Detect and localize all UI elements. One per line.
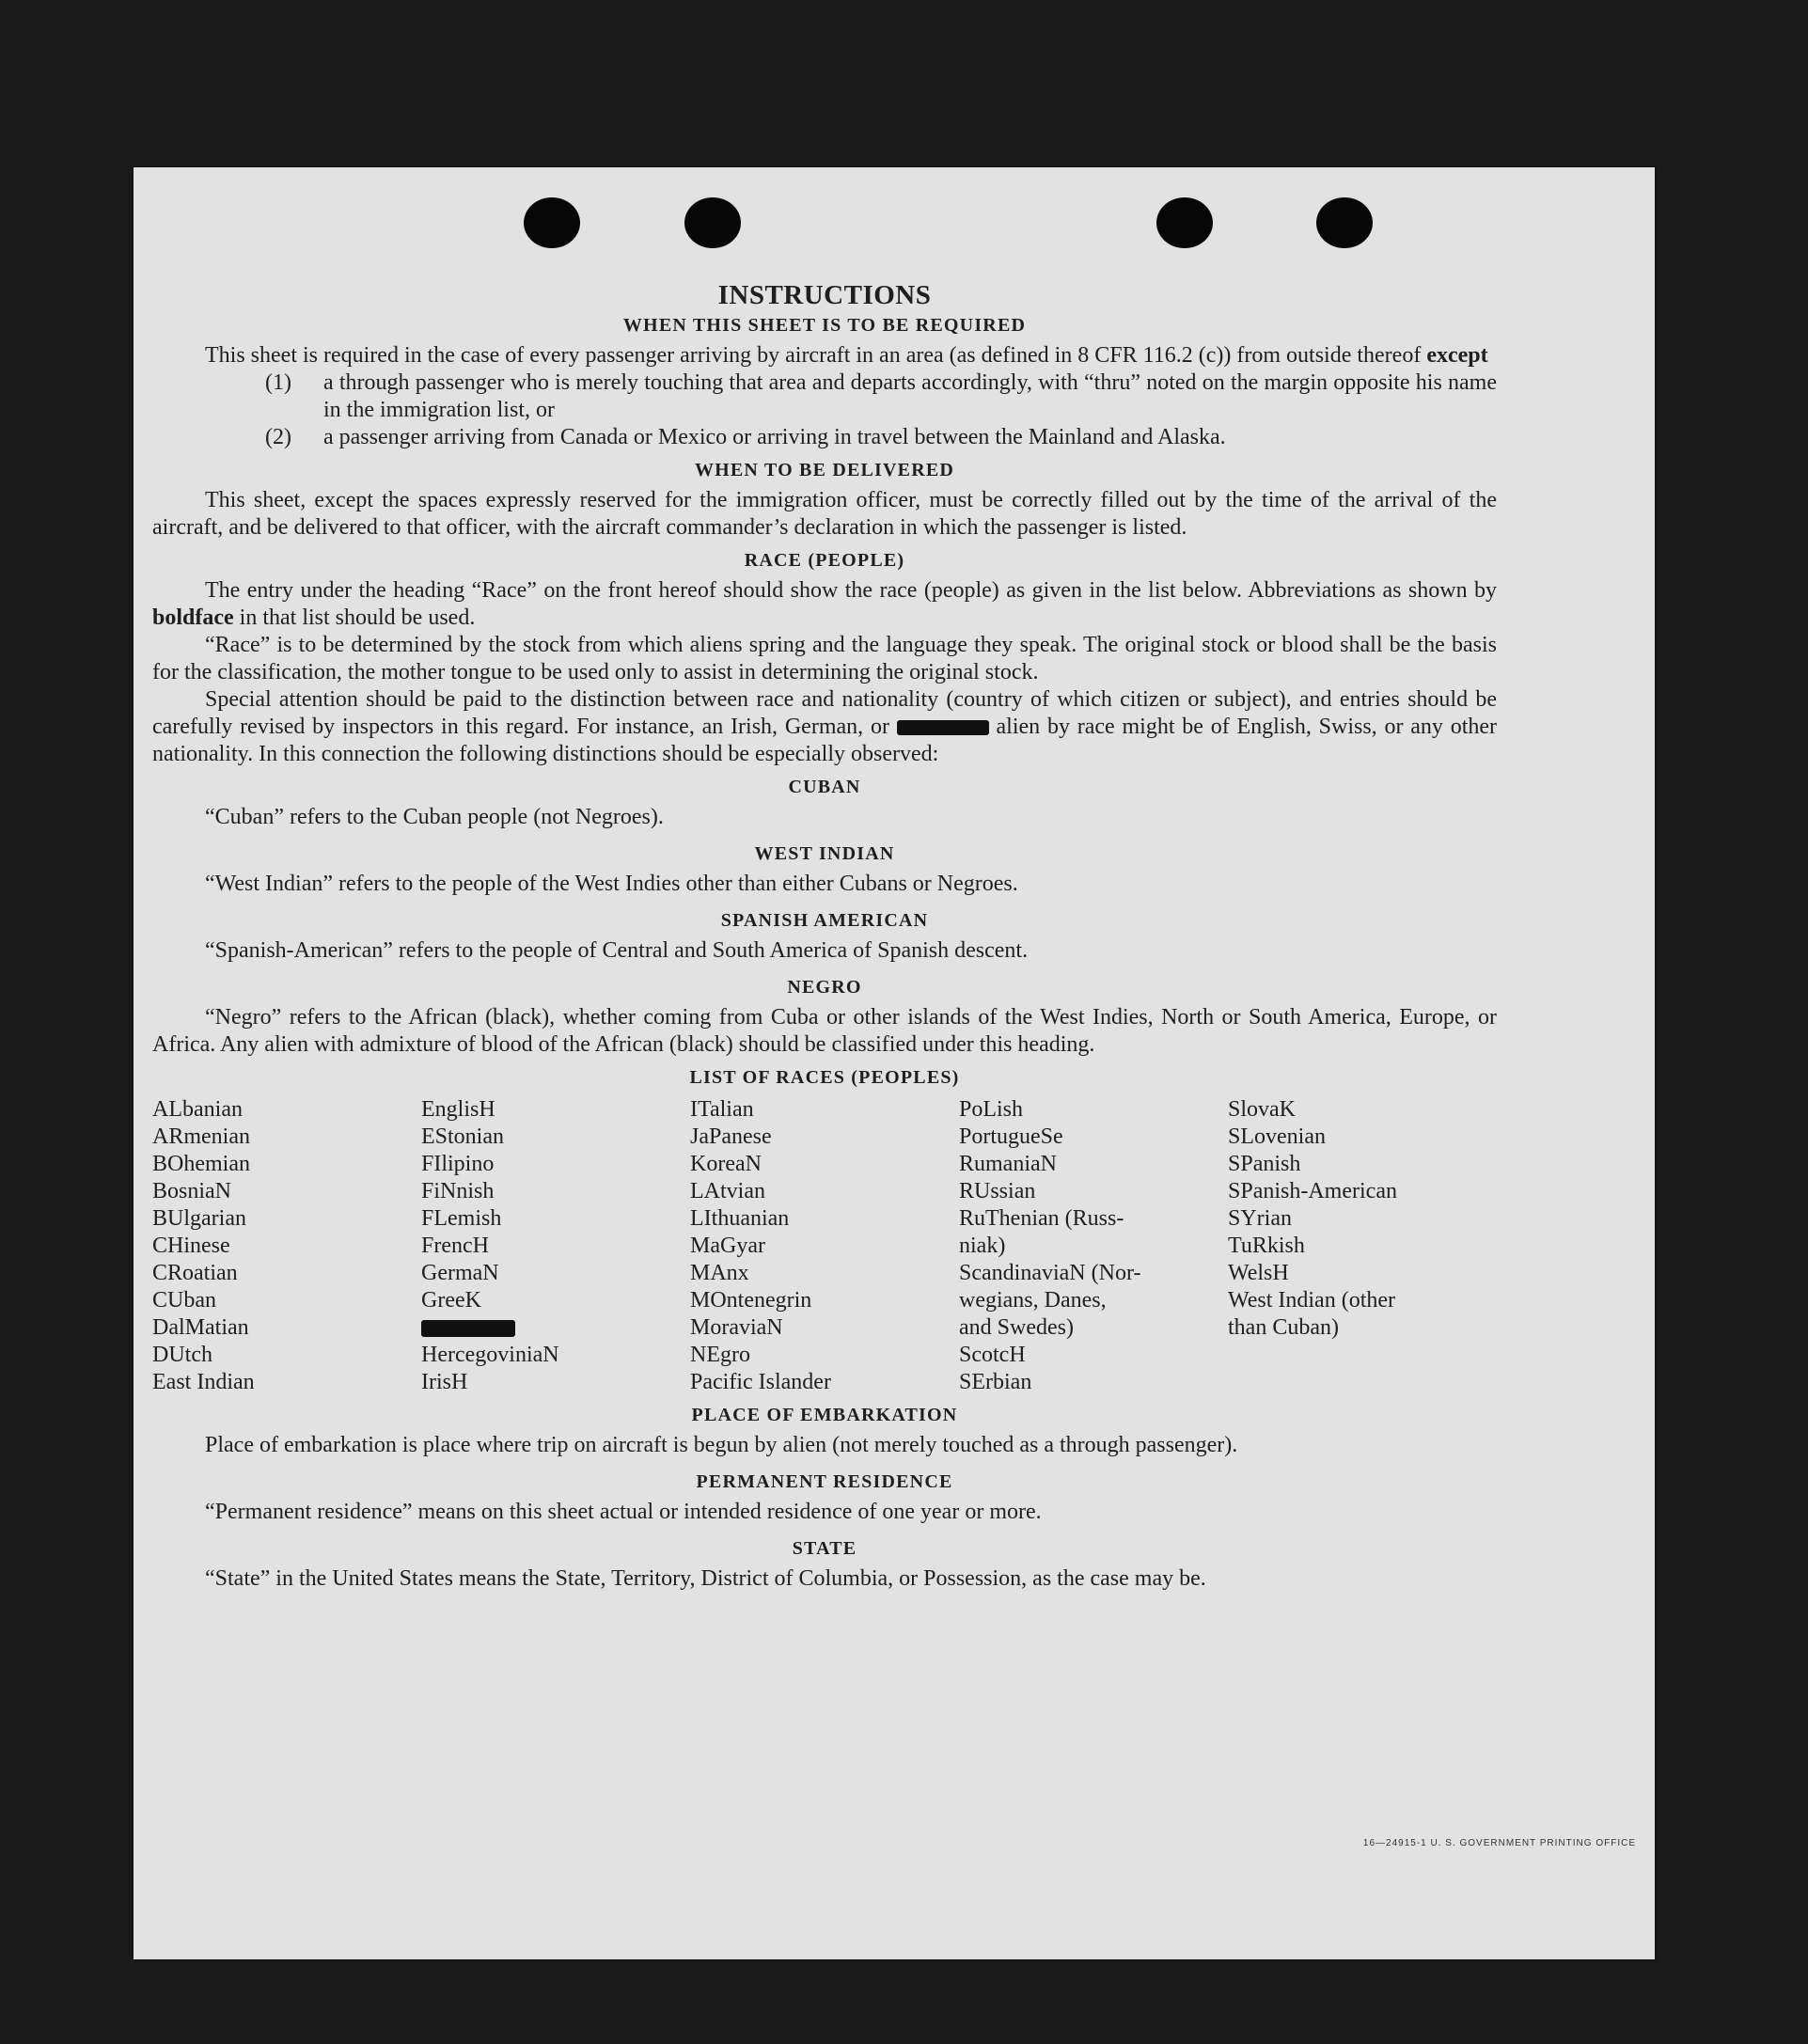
- cuban-paragraph: “Cuban” refers to the Cuban people (not Negroes).: [205, 805, 664, 829]
- race-item: IrisH: [421, 1370, 468, 1394]
- race-item: KoreaN: [690, 1152, 762, 1176]
- west-indian-paragraph: “West Indian” refers to the people of the West Indies other than either Cubans or Negroes.: [205, 872, 1018, 896]
- race-item: CRoatian: [152, 1261, 238, 1285]
- race-paragraph: [152, 577, 1497, 632]
- race-item-continuation: niak): [959, 1234, 1006, 1258]
- redaction-mark: [897, 720, 989, 735]
- race-item: ARmenian: [152, 1124, 250, 1149]
- item-number: (1): [265, 370, 291, 395]
- race-item: DalMatian: [152, 1315, 249, 1340]
- instructions-content: [152, 278, 1497, 1593]
- race-item-continuation: wegians, Danes,: [959, 1288, 1107, 1313]
- race-item: MAnx: [690, 1261, 749, 1285]
- race-item: FIlipino: [421, 1152, 495, 1176]
- punch-hole: [524, 197, 580, 248]
- embarkation-paragraph: Place of embarkation is place where trip on aircraft is begun by alien (not merely touched as a through passenger).: [205, 1433, 1238, 1457]
- race-item: PortugueSe: [959, 1124, 1063, 1149]
- section-heading: STATE: [792, 1538, 857, 1559]
- race-item: RumaniaN: [959, 1152, 1057, 1176]
- race-item: EnglisH: [421, 1097, 495, 1122]
- race-column: [421, 1096, 690, 1396]
- item-text: a through passenger who is merely touching that area and departs accordingly, with “thru” noted on the margin opposite his name in the immigration list, or: [323, 370, 1497, 422]
- race-item: SErbian: [959, 1370, 1032, 1394]
- race-item: WelsH: [1228, 1261, 1289, 1285]
- section-heading: WHEN TO BE DELIVERED: [694, 460, 955, 480]
- race-text: Special attention should be paid to the distinction between race and nationality (country of which citizen or subject), and entries should be carefully revised by inspectors in this regard. For instance, an Irish, German, or: [152, 687, 1497, 739]
- race-item: HercegoviniaN: [421, 1343, 559, 1367]
- race-text: in that list should be used.: [239, 605, 476, 630]
- section-heading: WHEN THIS SHEET IS TO BE REQUIRED: [622, 315, 1027, 336]
- race-item: East Indian: [152, 1370, 255, 1394]
- race-column: [1228, 1096, 1497, 1396]
- punch-hole: [684, 197, 741, 248]
- exception-item: [152, 369, 1497, 424]
- race-item: BosniaN: [152, 1179, 231, 1203]
- race-item: SLovenian: [1228, 1124, 1326, 1149]
- race-item: MoraviaN: [690, 1315, 783, 1340]
- race-item: CHinese: [152, 1234, 230, 1258]
- state-paragraph: “State” in the United States means the State, Territory, District of Columbia, or Possession, as the case may be.: [205, 1566, 1206, 1591]
- exception-item: [152, 424, 1497, 451]
- race-item: MOntenegrin: [690, 1288, 812, 1313]
- race-item: Pacific Islander: [690, 1370, 831, 1394]
- section-heading: NEGRO: [787, 977, 862, 998]
- intro-text: This sheet is required in the case of every passenger arriving by aircraft in an area (as defined in 8 CFR 116.2 (c)) from outside thereof: [205, 343, 1422, 368]
- race-item: FiNnish: [421, 1179, 495, 1203]
- race-item: MaGyar: [690, 1234, 765, 1258]
- race-item: TuRkish: [1228, 1234, 1305, 1258]
- race-item: GermaN: [421, 1261, 499, 1285]
- race-column: [152, 1096, 421, 1396]
- delivery-paragraph: This sheet, except the spaces expressly reserved for the immigration officer, must be correctly filled out by the time of the arrival of the aircraft, and be delivered to that officer, with the aircraft commander’s declaration in which the passenger is listed.: [152, 488, 1497, 540]
- page-title: INSTRUCTIONS: [717, 280, 932, 310]
- redaction-mark: [421, 1320, 515, 1337]
- race-item: BOhemian: [152, 1152, 250, 1176]
- section-heading: WEST INDIAN: [754, 843, 895, 864]
- race-item: JaPanese: [690, 1124, 772, 1149]
- section-heading: RACE (PEOPLE): [744, 550, 905, 571]
- printer-imprint: 16—24915-1 U. S. GOVERNMENT PRINTING OFFICE: [1362, 1838, 1636, 1848]
- residence-paragraph: “Permanent residence” means on this sheet actual or intended residence of one year or more.: [205, 1500, 1042, 1524]
- race-item: SlovaK: [1228, 1097, 1296, 1122]
- race-item: LAtvian: [690, 1179, 765, 1203]
- intro-paragraph: [152, 342, 1497, 369]
- negro-paragraph: “Negro” refers to the African (black), whether coming from Cuba or other islands of the West Indies, North or South America, Europe, or Africa. Any alien with admixture of blood of the African (black) should be classified under this heading.: [152, 1005, 1497, 1057]
- race-item: BUlgarian: [152, 1206, 246, 1231]
- race-item: West Indian (other: [1228, 1288, 1396, 1313]
- race-item: LIthuanian: [690, 1206, 790, 1231]
- item-text: a passenger arriving from Canada or Mexico or arriving in travel between the Mainland and Alaska.: [323, 425, 1226, 449]
- punch-hole: [1156, 197, 1213, 248]
- race-item: SYrian: [1228, 1206, 1292, 1231]
- race-item: RUssian: [959, 1179, 1036, 1203]
- race-item: GreeK: [421, 1288, 481, 1313]
- race-item-continuation: than Cuban): [1228, 1315, 1339, 1340]
- section-heading: CUBAN: [788, 777, 861, 797]
- section-heading: PERMANENT RESIDENCE: [696, 1471, 953, 1492]
- race-item: SPanish: [1228, 1152, 1301, 1176]
- section-heading: PLACE OF EMBARKATION: [691, 1405, 958, 1425]
- race-item: EStonian: [421, 1124, 504, 1149]
- race-item: ITalian: [690, 1097, 754, 1122]
- race-text: The entry under the heading “Race” on the front hereof should show the race (people) as given in the list below. Abbreviations as shown by: [205, 578, 1497, 603]
- punch-hole: [1316, 197, 1373, 248]
- boldface-word: boldface: [152, 605, 234, 630]
- race-column: [690, 1096, 959, 1396]
- spanish-american-paragraph: “Spanish-American” refers to the people of Central and South America of Spanish descent.: [205, 938, 1029, 963]
- race-item: PoLish: [959, 1097, 1024, 1122]
- race-item: ScotcH: [959, 1343, 1026, 1367]
- race-paragraph: “Race” is to be determined by the stock from which aliens spring and the language they speak. The original stock or blood shall be the basis for the classification, the mother tongue to be used only to assist in determining the original stock.: [152, 633, 1497, 684]
- race-item: NEgro: [690, 1343, 750, 1367]
- race-item: ALbanian: [152, 1097, 243, 1122]
- item-number: (2): [265, 425, 291, 449]
- race-list: [152, 1096, 1497, 1396]
- race-text: alien by race might be of English, Swiss, or any other nationality. In this connection the following distinctions should be especially observed:: [152, 715, 1498, 766]
- race-paragraph: [152, 686, 1497, 768]
- section-heading: LIST OF RACES (PEOPLES): [689, 1067, 960, 1088]
- instruction-sheet: [134, 167, 1655, 1959]
- race-item: DUtch: [152, 1343, 212, 1367]
- race-column: [959, 1096, 1228, 1396]
- race-item: FrencH: [421, 1234, 489, 1258]
- race-item: SPanish-American: [1228, 1179, 1397, 1203]
- race-item: RuThenian (Russ-: [959, 1206, 1124, 1231]
- race-item-continuation: and Swedes): [959, 1315, 1074, 1340]
- race-item: FLemish: [421, 1206, 502, 1231]
- race-item-redacted: [421, 1314, 690, 1342]
- race-item: ScandinaviaN (Nor-: [959, 1261, 1141, 1285]
- race-item: CUban: [152, 1288, 216, 1313]
- section-heading: SPANISH AMERICAN: [720, 910, 929, 931]
- intro-bold-text: except: [1426, 343, 1488, 368]
